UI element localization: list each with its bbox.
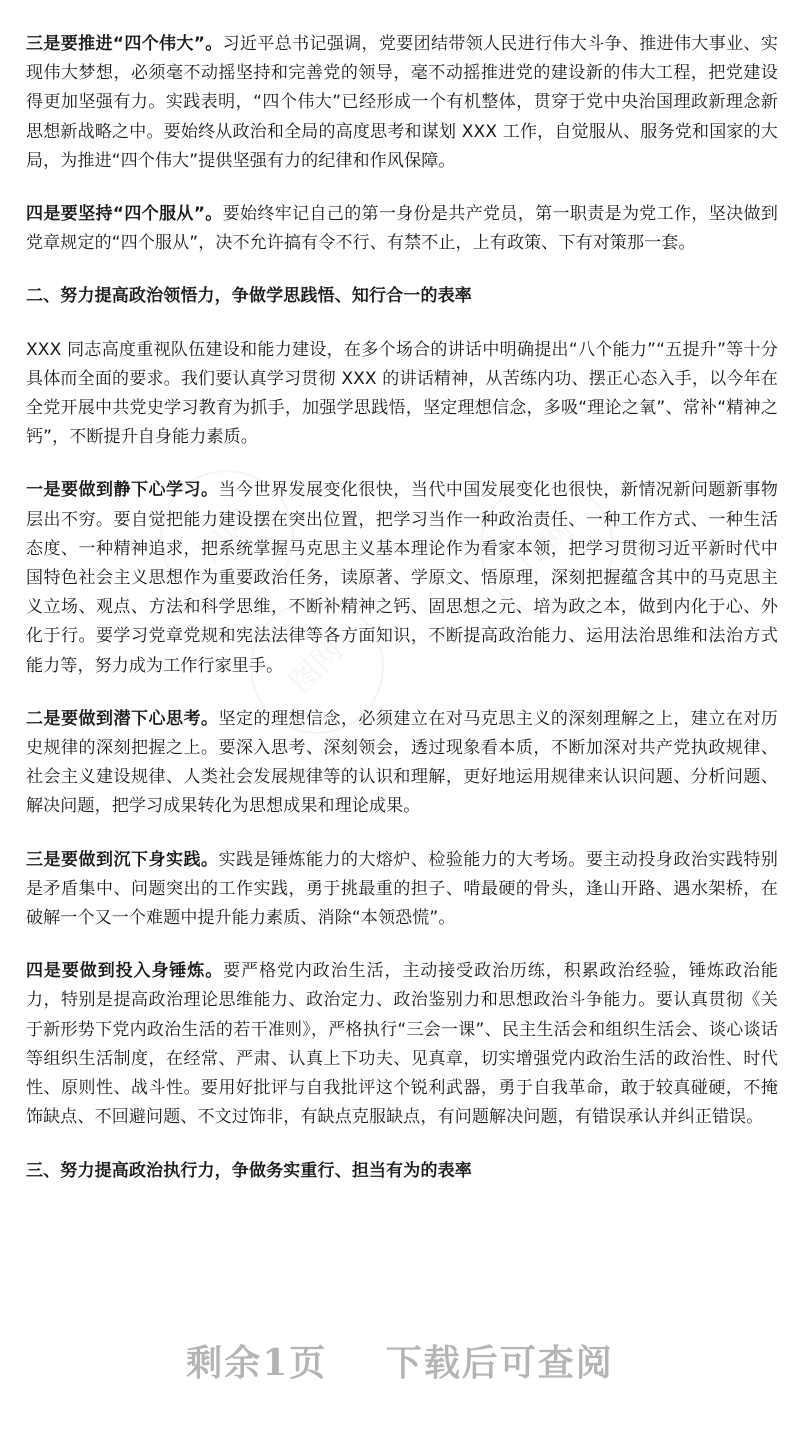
remaining-pages-label: 剩余1页: [186, 1342, 328, 1384]
paragraph-text: 实践是锤炼能力的大熔炉、检验能力的大考场。要主动投身政治实践特别是矛盾集中、问题突出的工作实践，勇于挑最重的担子、啃最硬的骨头，逢山开路、遇水架桥，在破解一个又一个难题中提升能力素质、消除“本领恐慌”。: [26, 849, 778, 929]
watermark-seal: 图网: [132, 442, 322, 632]
section-2-intro: XXX 同志高度重视队伍建设和能力建设，在多个场合的讲话中明确提出“八个能力”“五提升”等十分具体而全面的要求。我们要认真学习贯彻 XXX 的讲话精神，从苦练内功、摆正心态入手，以今年在全党开展中共党史学习教育为抓手，加强学思践悟，坚定理想信念，多吸“理论之氧”、常补“精神之钙”，不断提升自身能力素质。: [26, 339, 778, 448]
watermark-seal: 图网: [222, 572, 412, 762]
paragraph-lead: 四是要做到投入身锤炼。: [26, 961, 224, 982]
paragraph-study: [26, 476, 778, 680]
paragraph-think: [26, 705, 778, 822]
download-prompt[interactable]: [0, 1335, 800, 1386]
document-body: [26, 30, 778, 1210]
paragraph-text: 要始终牢记自己的第一身份是共产党员，第一职责是为党工作，坚决做到党章规定的“四个服从”，决不允许搞有令不行、有禁不止，上有政策、下有对策那一套。: [26, 204, 778, 254]
paragraph-four-greats: [26, 30, 778, 176]
paragraph-text: 坚定的理想信念，必须建立在对马克思主义的深刻理解之上，建立在对历史规律的深刻把握之上。要深入思考、深刻领会，透过现象看本质，不断加深对共产党执政规律、社会主义建设规律、人类社会发展规律等的认识和理解，更好地运用规律来认识问题、分析问题、解决问题，把学习成果转化为思想成果和理论成果。: [26, 708, 778, 817]
paragraph-lead: 二是要做到潜下心思考。: [26, 708, 219, 729]
paragraph-lead: 三是要推进“四个伟大”。: [26, 34, 223, 54]
paragraph-lead: 一是要做到静下心学习。: [26, 480, 219, 501]
paragraph-practice: [26, 846, 778, 934]
section-heading-2: 二、努力提高政治领悟力，争做学思践悟、知行合一的表率: [26, 286, 472, 307]
paragraph-lead: 三是要做到沉下身实践。: [26, 849, 219, 870]
paragraph-lead: 四是要坚持“四个服从”。: [26, 204, 223, 225]
download-to-view-label: 下载后可查阅: [385, 1342, 614, 1384]
paragraph-text: 当今世界发展变化很快，当代中国发展变化也很快，新情况新问题新事物层出不穷。要自觉把能力建设摆在突出位置，把学习当作一种政治责任、一种工作方式、一种生活态度、一种精神追求，把系统掌握马克思主义基本理论作为看家本领，把学习贯彻习近平新时代中国特色社会主义思想作为重要政治任务，读原著、学原文、悟原理，深刻把握蕴含其中的马克思主义立场、观点、方法和科学思维，不断补精神之钙、固思想之元、培为政之本，做到内化于心、外化于行。要学习党章党规和宪法法律等各方面知识，不断提高政治能力、运用法治思维和法治方式能力等，努力成为工作行家里手。: [26, 480, 778, 676]
paragraph-temper: [26, 957, 778, 1132]
watermark-seal: 图网: [452, 452, 642, 642]
paragraph-text: 习近平总书记强调，党要团结带领人民进行伟大斗争、推进伟大事业、实现伟大梦想，必须毫不动摇坚持和完善党的领导，毫不动摇推进党的建设新的伟大工程，把党建设得更加坚强有力。实践表明，“四个伟大”已经形成一个有机整体，贯穿于党中央治国理政新理念新思想新战略之中。要始终从政治和全局的高度思考和谋划 XXX 工作，自觉服从、服务党和国家的大局，为推进“四个伟大”提供坚强有力的纪律和作风保障。: [26, 34, 778, 171]
section-heading-3: 三、努力提高政治执行力，争做务实重行、担当有为的表率: [26, 1160, 472, 1181]
paragraph-four-obey: [26, 200, 778, 258]
paragraph-text: 要严格党内政治生活，主动接受政治历练，积累政治经验，锤炼政治能 力，特别是提高政治理论思维能力、政治定力、政治鉴别力和思想政治斗争能力。要认真贯彻《关于新形势下党内政治生活的若干准则》，严格执行“三会一课”、民主生活会和组织生活会、谈心谈话等组织生活制度，在经常、严肃、认真上下功夫、见真章，切实增强党内政治生活的政治性、时代性、原则性、战斗性。要用好批评与自我批评这个锐利武器，勇于自我革命，敢于较真碰硬，不掩饰缺点、不回避问题、不文过饰非，有缺点克服缺点，有问题解决问题，有错误承认并纠正错误。: [26, 961, 778, 1128]
